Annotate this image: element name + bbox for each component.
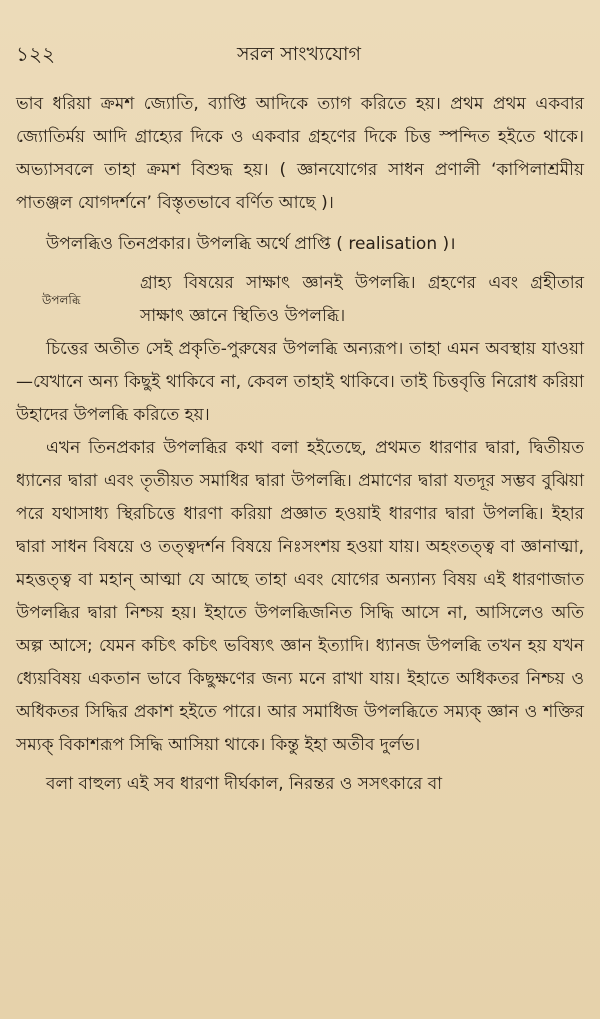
paragraph: ভাব ধরিয়া ক্রমশ জ্যোতি, ব্যাপ্তি আদিকে ত্যাগ করিতে হয়। প্রথম প্রথম একবার জ্যোতির্ময় আদি গ্রাহ্যের দিকে ও একবার গ্রহণের দিকে চিত্ত স্পন্দিত হইতে থাকে। অভ্যাসবলে তাহা ক্রমশ বিশুদ্ধ হয়। ( জ্ঞানযোগের সাধন প্রণালী ‘কাপিলাশ্রমীয় পাতঞ্জল যোগদর্শনে’ বিস্তৃতভাবে বর্ণিত আছে )।	[16, 94, 584, 213]
body-text	[16, 88, 584, 801]
page-number: ১২২	[16, 42, 55, 66]
running-title: সরল সাংখ্যযোগ	[237, 43, 361, 65]
paragraph: উপলব্ধিও তিনপ্রকার। উপলব্ধি অর্থে প্রাপ্তি ( realisation )।	[46, 234, 456, 254]
paragraph: গ্রাহ্য বিষয়ের সাক্ষাৎ জ্ঞানই উপলব্ধি। গ্রহণের এবং গ্রহীতার সাক্ষাৎ জ্ঞানে স্থিতিও উপলব্ধি।	[140, 273, 584, 326]
side-note-block	[16, 267, 584, 333]
paragraph: বলা বাহুল্য এই সব ধারণা দীর্ঘকাল, নিরন্তর ও সসৎকারে বা	[46, 774, 443, 794]
paragraph: চিত্তের অতীত সেই প্রকৃতি-পুরুষের উপলব্ধি অন্যরূপ। তাহা এমন অবস্থায় যাওয়া—যেখানে অন্য কিছুই থাকিবে না, কেবল তাহাই থাকিবে। তাই চিত্তবৃত্তি নিরোধ করিয়া উহাদের উপলব্ধি করিতে হয়।	[16, 339, 584, 425]
page-header	[16, 40, 582, 68]
paragraph: এখন তিনপ্রকার উপলব্ধির কথা বলা হইতেছে, প্রথমত ধারণার দ্বারা, দ্বিতীয়ত ধ্যানের দ্বারা এবং তৃতীয়ত সমাধির দ্বারা উপলব্ধি। প্রমাণের দ্বারা যতদূর সম্ভব বুঝিয়া পরে যথাসাধ্য স্থিরচিত্তে ধারণা করিয়া প্রজ্ঞাত হওয়াই ধারণার দ্বারা উপলব্ধি। ইহার দ্বারা সাধন বিষয়ে ও তত্ত্বদর্শন বিষয়ে নিঃসংশয় হওয়া যায়। অহংতত্ত্ব বা জ্ঞানাত্মা, মহত্তত্ত্ব বা মহান্‌ আত্মা যে আছে তাহা এবং যোগের অন্যান্য বিষয় এই ধারণাজাত উপলব্ধির দ্বারা নিশ্চয় হয়। ইহাতে উপলব্ধিজনিত সিদ্ধি আসে না, আসিলেও অতি অল্প আসে; যেমন কচিৎ কচিৎ ভবিষ্যৎ জ্ঞান ইত্যাদি। ধ্যানজ উপলব্ধি তখন হয় যখন ধ্যেয়বিষয় একতান ভাবে কিছুক্ষণের জন্য মনে রাখা যায়। ইহাতে অধিকতর নিশ্চয় ও অধিকতর সিদ্ধির প্রকাশ হইতে পারে। আর সমাধিজ উপলব্ধিতে সম্যক্‌ জ্ঞান ও শক্তির সম্যক্‌ বিকাশরূপ সিদ্ধি আসিয়া থাকে। কিন্তু ইহা অতীব দুর্লভ।	[16, 438, 584, 755]
margin-note: উপলব্ধি	[42, 293, 81, 307]
